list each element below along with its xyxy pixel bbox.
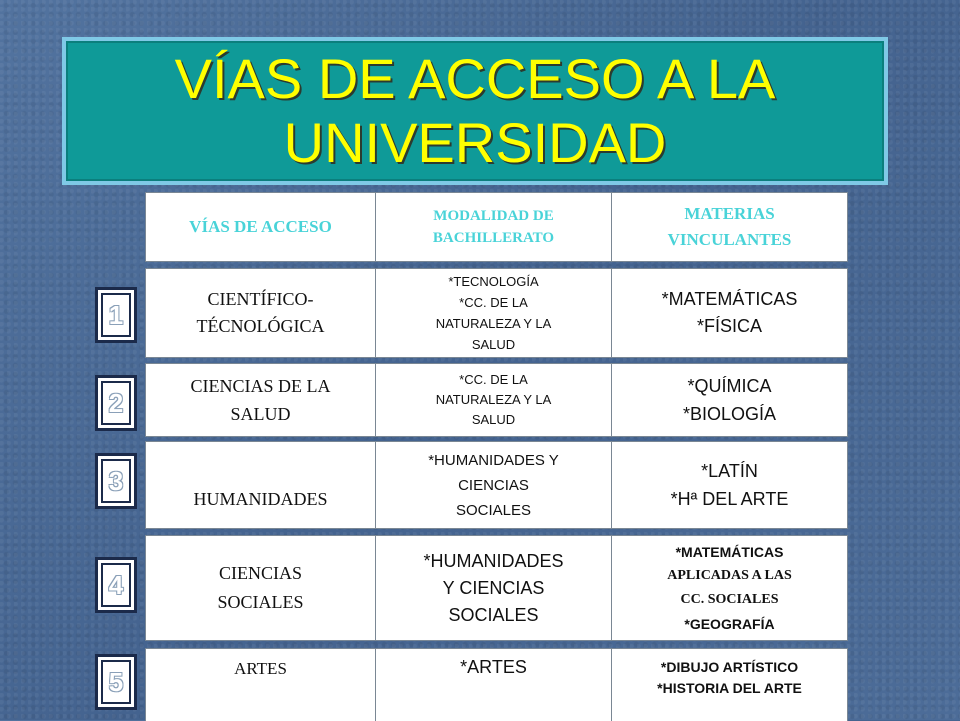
header-materias: MATERIAS VINCULANTES — [611, 193, 848, 261]
modalidad-cell: *CC. DE LA NATURALEZA Y LA SALUD — [375, 364, 611, 436]
via-cell: CIENCIAS DE LA SALUD — [145, 364, 375, 436]
materias-line-b: APLICADAS A LAS CC. SOCIALES — [667, 568, 792, 607]
modalidad-cell: *ARTES — [375, 649, 611, 721]
title-banner — [62, 37, 888, 185]
table-row — [145, 363, 848, 437]
number-1: 1 — [108, 299, 124, 330]
header-modalidad: MODALIDAD DE BACHILLERATO — [375, 193, 611, 261]
number-badge-5 — [95, 654, 137, 710]
number-4: 4 — [108, 569, 124, 600]
materias-cell: *MATEMÁTICAS *FÍSICA — [611, 269, 848, 357]
via-cell: HUMANIDADES — [145, 442, 375, 528]
materias-line-c: *GEOGRAFÍA — [684, 616, 775, 632]
number-2: 2 — [108, 387, 124, 418]
materias-line-a: *MATEMÁTICAS — [675, 544, 784, 560]
via-cell: CIENTÍFICO- TÉCNOLÓGICA — [145, 269, 375, 357]
via-cell: ARTES — [145, 649, 375, 721]
number-3: 3 — [108, 465, 124, 496]
number-badge-4 — [95, 557, 137, 613]
materias-cell: *DIBUJO ARTÍSTICO *HISTORIA DEL ARTE — [611, 649, 848, 721]
table-row — [145, 441, 848, 529]
number-badge-1 — [95, 287, 137, 343]
via-cell: CIENCIAS SOCIALES — [145, 536, 375, 640]
number-badge-2 — [95, 375, 137, 431]
table-row — [145, 268, 848, 358]
number-5: 5 — [108, 666, 124, 697]
modalidad-cell: *TECNOLOGÍA *CC. DE LA NATURALEZA Y LA SALUD — [375, 269, 611, 357]
materias-cell: *LATÍN *Hª DEL ARTE — [611, 442, 848, 528]
number-badge-3 — [95, 453, 137, 509]
header-vias: VÍAS DE ACCESO — [145, 193, 375, 261]
materias-cell: *QUÍMICA *BIOLOGÍA — [611, 364, 848, 436]
table-header — [145, 192, 848, 262]
materias-cell — [611, 536, 848, 640]
modalidad-cell: *HUMANIDADES Y CIENCIAS SOCIALES — [375, 442, 611, 528]
modalidad-cell: *HUMANIDADES Y CIENCIAS SOCIALES — [375, 536, 611, 640]
table-row — [145, 535, 848, 641]
table-row — [145, 648, 848, 721]
page-title: VÍAS DE ACCESO A LA UNIVERSIDAD — [174, 47, 776, 174]
